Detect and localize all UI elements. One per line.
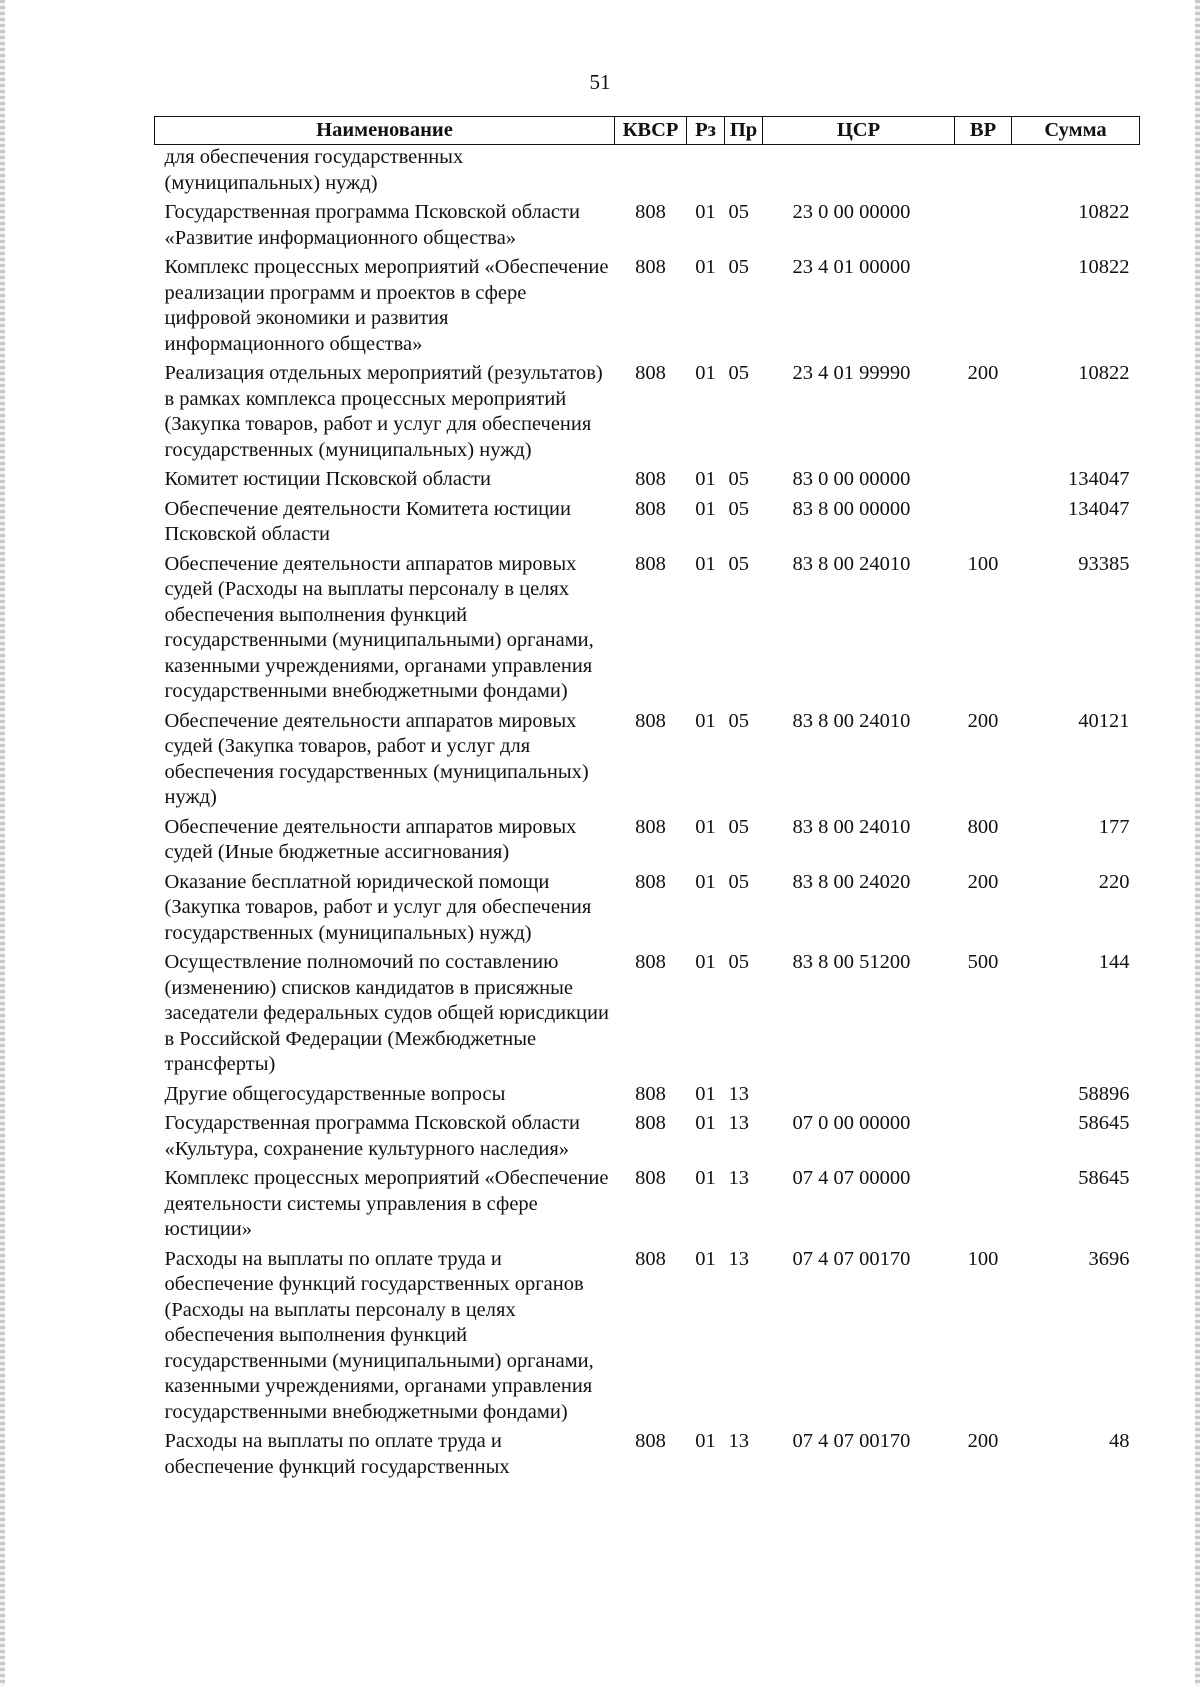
header-name: Наименование [155,117,615,145]
cell-kvsr: 808 [635,468,666,490]
cell-sum: 134047 [1068,497,1130,520]
cell-sum: 58896 [1078,1082,1130,1105]
cell-kvsr: 808 [635,1082,666,1105]
cell-csr: 83 8 00 00000 [792,497,911,520]
cell-sum: 134047 [1068,468,1130,490]
cell-name: Обеспечение деятельности аппаратов мировых судей (Расходы на выплаты персоналу в целях обеспечения выполнения функций государственными (муниципальными) органами, казенными учреждениями, органами управления государственными внебюджетными фондами) [164,552,594,702]
cell-vr: 800 [967,815,999,838]
table-row [155,357,1140,463]
cell-sum [1012,145,1140,197]
cell-name: Другие общегосударственные вопросы [164,1082,506,1105]
cell-kvsr: 808 [635,815,666,838]
cell-csr: 83 8 00 24010 [792,552,911,575]
cell-kvsr: 808 [635,256,666,278]
cell-rz: 01 [695,497,716,520]
cell-pr: 05 [728,709,749,732]
cell-kvsr: 808 [635,552,666,575]
cell-rz: 01 [695,1430,716,1452]
cell-csr: 07 4 07 00170 [792,1247,911,1270]
cell-pr: 13 [728,1167,749,1189]
cell-kvsr: 808 [635,201,666,223]
table-row [155,1078,1140,1108]
table-row [155,811,1140,866]
cell-vr: 200 [967,709,999,732]
cell-csr: 07 4 07 00000 [792,1167,911,1189]
table-row [155,251,1140,357]
table-row [155,548,1140,705]
cell-sum: 48 [1109,1430,1130,1452]
cell-sum: 58645 [1078,1112,1130,1134]
cell-name: Обеспечение деятельности Комитета юстиции Псковской области [164,497,571,545]
cell-pr: 13 [728,1247,749,1270]
cell-pr: 05 [728,362,749,384]
header-csr: ЦСР [763,117,955,145]
cell-sum: 58645 [1078,1167,1130,1189]
cell-vr: 200 [967,362,999,384]
cell-name: для обеспечения государственных (муниципальных) нужд) [164,146,464,194]
cell-sum: 10822 [1078,256,1130,278]
cell-rz: 01 [695,951,716,973]
cell-rz: 01 [695,201,716,223]
cell-rz: 01 [695,1082,716,1105]
cell-rz [687,145,725,197]
cell-rz: 01 [695,1247,716,1270]
scan-left-edge [0,0,5,1686]
cell-pr: 05 [728,870,749,893]
scan-right-edge [1195,0,1200,1686]
cell-kvsr: 808 [635,362,666,384]
cell-pr: 05 [728,552,749,575]
cell-csr: 23 4 01 00000 [792,256,911,278]
cell-csr [763,1078,955,1108]
cell-name: Расходы на выплаты по оплате труда и обеспечение функций государственных [164,1430,510,1478]
cell-rz: 01 [695,709,716,732]
cell-vr: 100 [967,552,999,575]
cell-pr [725,145,763,197]
cell-sum: 10822 [1078,362,1130,384]
cell-csr: 83 8 00 24020 [792,870,911,893]
cell-rz: 01 [695,1112,716,1134]
header-kvsr: КВСР [615,117,687,145]
table-row [155,493,1140,548]
cell-vr [955,251,1012,357]
cell-vr [955,1078,1012,1108]
cell-name: Обеспечение деятельности аппаратов мировых судей (Закупка товаров, работ и услуг для обеспечения государственных (муниципальных) нужд) [164,709,589,808]
cell-vr: 500 [967,951,999,973]
cell-sum: 144 [1098,951,1130,973]
cell-pr: 05 [728,256,749,278]
cell-sum: 93385 [1078,552,1130,575]
cell-kvsr: 808 [635,709,666,732]
cell-csr: 07 4 07 00170 [792,1430,911,1452]
cell-pr: 05 [728,201,749,223]
table-row [155,1107,1140,1162]
cell-vr: 100 [967,1247,999,1270]
cell-pr: 05 [728,497,749,520]
cell-rz: 01 [695,256,716,278]
cell-csr: 83 8 00 24010 [792,709,911,732]
cell-name: Осуществление полномочий по составлению (изменению) списков кандидатов в присяжные заседатели федеральных судов общей юрисдикции в Российской Федерации (Межбюджетные трансферты) [164,951,609,1075]
cell-vr [955,1107,1012,1162]
cell-vr [955,493,1012,548]
table-row [155,463,1140,493]
cell-vr: 200 [967,870,999,893]
cell-kvsr [615,145,687,197]
budget-table [154,116,1140,1480]
cell-pr: 13 [728,1082,749,1105]
cell-csr: 23 4 01 99990 [792,362,911,384]
cell-kvsr: 808 [635,1167,666,1189]
cell-kvsr: 808 [635,1430,666,1452]
cell-pr: 05 [728,468,749,490]
cell-csr [763,145,955,197]
header-sum: Сумма [1012,117,1140,145]
header-vr: ВР [955,117,1012,145]
cell-name: Государственная программа Псковской области «Развитие информационного общества» [164,201,580,249]
table-row [155,866,1140,947]
cell-sum: 177 [1098,815,1130,838]
table-row [155,1162,1140,1243]
cell-pr: 05 [728,951,749,973]
cell-sum: 40121 [1078,709,1130,732]
cell-pr: 05 [728,815,749,838]
table-row [155,145,1140,197]
cell-vr [955,196,1012,251]
cell-rz: 01 [695,468,716,490]
cell-vr [955,1162,1012,1243]
cell-name: Комплекс процессных мероприятий «Обеспечение деятельности системы управления в сфере юстиции» [164,1167,609,1240]
cell-sum: 220 [1098,870,1130,893]
table-body [155,145,1140,1481]
cell-sum: 10822 [1078,201,1130,223]
cell-name: Комплекс процессных мероприятий «Обеспечение реализации программ и проектов в сфере цифровой экономики и развития информационного общества» [164,256,609,355]
cell-csr: 83 0 00 00000 [792,468,911,490]
cell-name: Государственная программа Псковской области «Культура, сохранение культурного наследия» [164,1112,580,1160]
page-number: 51 [589,70,611,94]
cell-name: Оказание бесплатной юридической помощи (Закупка товаров, работ и услуг для обеспечения государственных (муниципальных) нужд) [164,870,592,944]
cell-rz: 01 [695,815,716,838]
cell-rz: 01 [695,870,716,893]
table-row [155,1425,1140,1480]
cell-pr: 13 [728,1430,749,1452]
cell-vr [955,145,1012,197]
cell-kvsr: 808 [635,1247,666,1270]
cell-name: Реализация отдельных мероприятий (результатов) в рамках комплекса процессных мероприятий (Закупка товаров, работ и услуг для обеспечения государственных (муниципальных) нужд) [164,362,603,461]
cell-name: Расходы на выплаты по оплате труда и обеспечение функций государственных органов (Расходы на выплаты персоналу в целях обеспечения выполнения функций государственными (муниципальными) органами, казенными учреждениями, органами управления государственными внебюджетными фондами) [164,1247,594,1423]
cell-rz: 01 [695,552,716,575]
table-header [155,117,1140,145]
cell-vr: 200 [967,1430,999,1452]
cell-kvsr: 808 [635,497,666,520]
cell-rz: 01 [695,362,716,384]
cell-kvsr: 808 [635,1112,666,1134]
table-row [155,1243,1140,1426]
cell-sum: 3696 [1088,1247,1130,1270]
cell-name: Обеспечение деятельности аппаратов мировых судей (Иные бюджетные ассигнования) [164,815,577,863]
cell-csr: 83 8 00 51200 [792,951,911,973]
cell-csr: 23 0 00 00000 [792,201,911,223]
cell-csr: 83 8 00 24010 [792,815,911,838]
cell-rz: 01 [695,1167,716,1189]
cell-csr: 07 0 00 00000 [792,1112,911,1134]
table-row [155,946,1140,1078]
table-row [155,705,1140,811]
header-rz: Рз [687,117,725,145]
cell-vr [955,463,1012,493]
cell-kvsr: 808 [635,951,666,973]
cell-kvsr: 808 [635,870,666,893]
cell-pr: 13 [728,1112,749,1134]
table-row [155,196,1140,251]
cell-name: Комитет юстиции Псковской области [164,468,491,490]
header-pr: Пр [725,117,763,145]
